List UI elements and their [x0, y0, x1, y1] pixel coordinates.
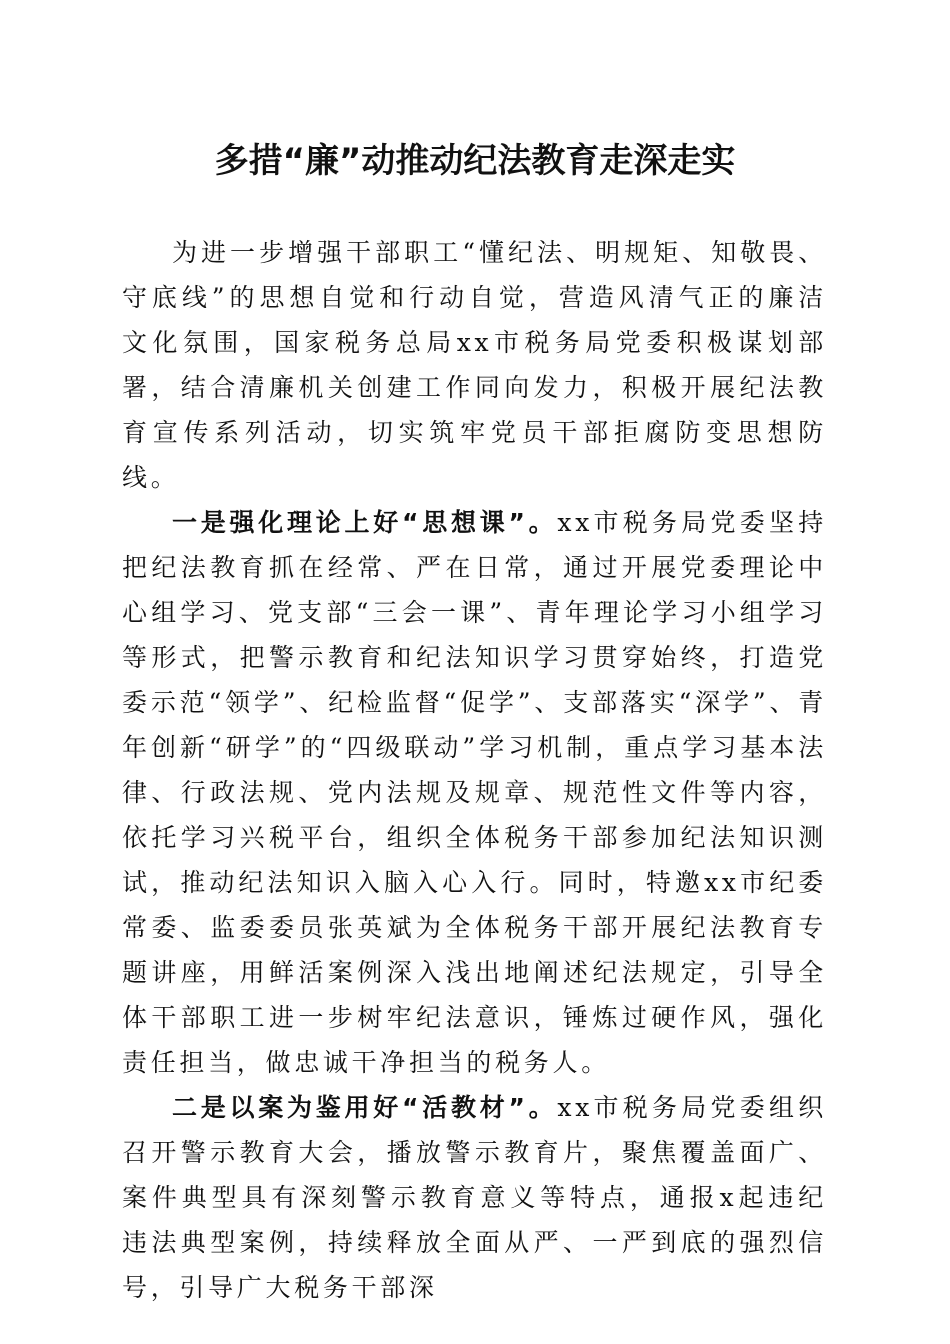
section-2-text: xx市税务局党委组织召开警示教育大会，播放警示教育片，聚焦覆盖面广、案件典型具有深刻警示教育意义等特点，通报x起违纪违法典型案例，持续释放全面从严、一严到底的强烈信号，引导广大税务干部深: [122, 1093, 827, 1302]
intro-paragraph: 为进一步增强干部职工“懂纪法、明规矩、知敬畏、守底线”的思想自觉和行动自觉，营造风清气正的廉洁文化氛围，国家税务总局xx市税务局党委积极谋划部署，结合清廉机关创建工作同向发力，积极开展纪法教育宣传系列活动，切实筑牢党员干部拒腐防变思想防线。: [122, 238, 827, 492]
section-paragraph-1: [122, 500, 827, 1085]
section-paragraph-2: [122, 1085, 827, 1310]
section-2-lead: 二是以案为鉴用好“活教材”。: [172, 1093, 558, 1122]
document-title: 多措“廉”动推动纪法教育走深走实: [214, 141, 736, 181]
section-1-lead: 一是强化理论上好“思想课”。: [172, 508, 558, 537]
section-1-text: xx市税务局党委坚持把纪法教育抓在经常、严在日常，通过开展党委理论中心组学习、党支部“三会一课”、青年理论学习小组学习等形式，把警示教育和纪法知识学习贯穿始终，打造党委示范“领学”、纪检监督“促学”、支部落实“深学”、青年创新“研学”的“四级联动”学习机制，重点学习基本法律、行政法规、党内法规及规章、规范性文件等内容，依托学习兴税平台，组织全体税务干部参加纪法知识测试，推动纪法知识入脑入心入行。同时，特邀xx市纪委常委、监委委员张英斌为全体税务干部开展纪法教育专题讲座，用鲜活案例深入浅出地阐述纪法规定，引导全体干部职工进一步树牢纪法意识，锤炼过硬作风，强化责任担当，做忠诚干净担当的税务人。: [122, 508, 827, 1077]
document-body: [122, 230, 827, 1310]
